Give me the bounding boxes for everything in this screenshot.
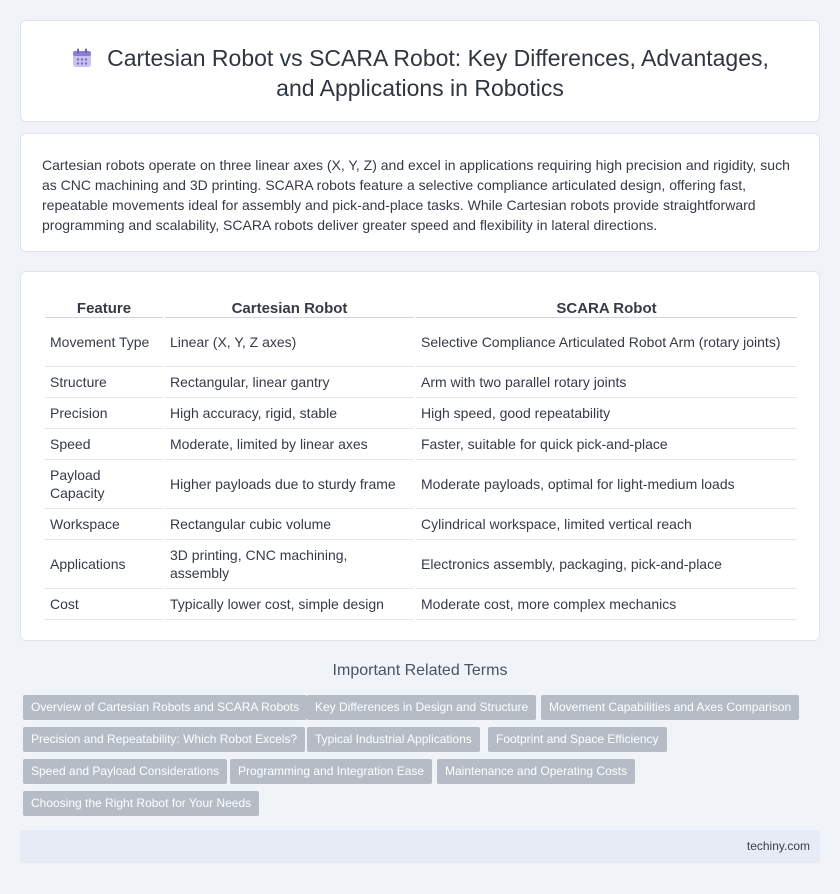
table-row: [45, 589, 797, 620]
feature-cell: Speed: [45, 429, 163, 460]
related-term-tag[interactable]: Maintenance and Operating Costs: [437, 759, 635, 784]
feature-cell: Movement Type: [45, 318, 163, 367]
cartesian-cell: Linear (X, Y, Z axes): [165, 318, 414, 367]
cartesian-cell: High accuracy, rigid, stable: [165, 398, 414, 429]
footer-site-link[interactable]: techiny.com: [746, 839, 810, 853]
table-row: [45, 429, 797, 460]
scara-cell: Moderate cost, more complex mechanics: [416, 589, 797, 620]
cartesian-cell: Moderate, limited by linear axes: [165, 429, 414, 460]
feature-cell: Workspace: [45, 509, 163, 540]
scara-cell: Moderate payloads, optimal for light-medium loads: [416, 460, 797, 509]
table-row: [45, 540, 797, 589]
related-term-tag[interactable]: Choosing the Right Robot for Your Needs: [23, 791, 259, 816]
page-title: [61, 43, 779, 103]
scara-cell: Arm with two parallel rotary joints: [416, 367, 797, 398]
related-term-tag[interactable]: Speed and Payload Considerations: [23, 759, 227, 784]
table-row: [45, 398, 797, 429]
related-term-tag[interactable]: Precision and Repeatability: Which Robot Excels?: [23, 727, 305, 752]
table-row: [45, 509, 797, 540]
header-feature: Feature: [45, 296, 163, 318]
header-scara: SCARA Robot: [416, 296, 797, 318]
page-title-text: Cartesian Robot vs SCARA Robot: Key Differences, Advantages, and Applications in Robotics: [107, 45, 769, 101]
header-card: [20, 20, 820, 122]
scara-cell: Faster, suitable for quick pick-and-place: [416, 429, 797, 460]
scara-cell: Electronics assembly, packaging, pick-and-place: [416, 540, 797, 589]
related-term-tag[interactable]: Typical Industrial Applications: [307, 727, 480, 752]
footer-bar: [20, 830, 820, 863]
cartesian-cell: Rectangular cubic volume: [165, 509, 414, 540]
table-row: [45, 318, 797, 367]
feature-cell: Payload Capacity: [45, 460, 163, 509]
table-row: [45, 460, 797, 509]
comparison-table: [43, 296, 799, 620]
comparison-card: [20, 271, 820, 641]
scara-cell: Selective Compliance Articulated Robot Arm (rotary joints): [416, 318, 797, 367]
intro-card: [20, 133, 820, 252]
cartesian-cell: Typically lower cost, simple design: [165, 589, 414, 620]
related-term-tag[interactable]: Footprint and Space Efficiency: [488, 727, 667, 752]
related-term-tag[interactable]: Movement Capabilities and Axes Comparison: [541, 695, 799, 720]
cartesian-cell: Rectangular, linear gantry: [165, 367, 414, 398]
related-term-tag[interactable]: Programming and Integration Ease: [230, 759, 432, 784]
header-cartesian: Cartesian Robot: [165, 296, 414, 318]
feature-cell: Cost: [45, 589, 163, 620]
table-header-row: [45, 296, 797, 318]
related-term-tag[interactable]: Overview of Cartesian Robots and SCARA Robots: [23, 695, 307, 720]
cartesian-cell: 3D printing, CNC machining, assembly: [165, 540, 414, 589]
feature-cell: Applications: [45, 540, 163, 589]
table-row: [45, 367, 797, 398]
related-term-tag[interactable]: Key Differences in Design and Structure: [307, 695, 536, 720]
feature-cell: Structure: [45, 367, 163, 398]
feature-cell: Precision: [45, 398, 163, 429]
scara-cell: Cylindrical workspace, limited vertical reach: [416, 509, 797, 540]
scara-cell: High speed, good repeatability: [416, 398, 797, 429]
calendar-icon: [71, 47, 93, 69]
intro-paragraph: Cartesian robots operate on three linear axes (X, Y, Z) and excel in applications requiring high precision and rigidity, such as CNC machining and 3D printing. SCARA robots feature a selective compliance articulated design, offering fast, repeatable movements ideal for assembly and pick-and-place tasks. While Cartesian robots provide straightforward programming and scalability, SCARA robots deliver greater speed and flexibility in lateral directions.: [42, 157, 790, 233]
cartesian-cell: Higher payloads due to sturdy frame: [165, 460, 414, 509]
related-terms-heading: Important Related Terms: [332, 662, 508, 679]
